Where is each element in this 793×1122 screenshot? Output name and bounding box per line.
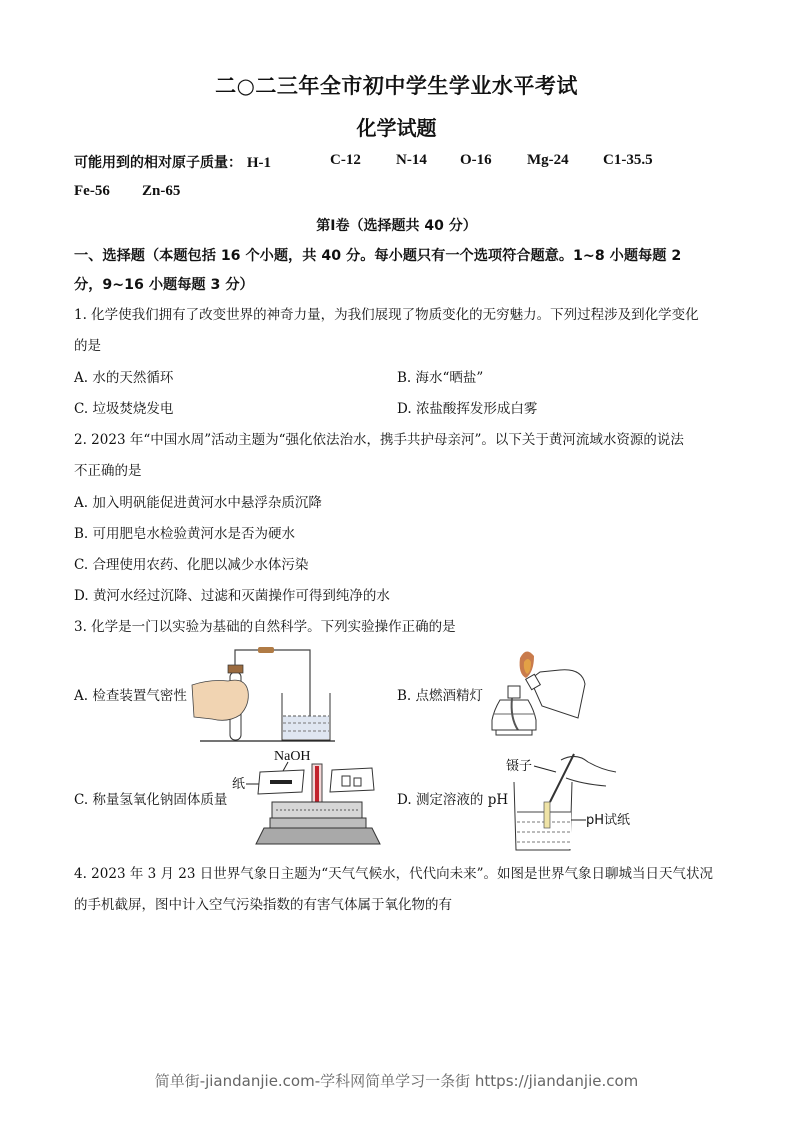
exam-title: 二○二三年全市初中学生学业水平考试 [215, 74, 578, 98]
question-2-stem-line2: 不正确的是 [74, 463, 142, 479]
atomic-masses-line1 [74, 152, 271, 172]
atomic-masses-label: 可能用到的相对原子质量： [74, 155, 242, 171]
mass-zn: Zn-65 [142, 183, 181, 199]
question-3-option-a: A. 检查装置气密性 [74, 688, 187, 704]
question-2-option-c: C. 合理使用农药、化肥以减少水体污染 [74, 557, 309, 573]
question-1-option-d: D. 浓盐酸挥发形成白雾 [397, 401, 538, 417]
question-1-option-c: C. 垃圾焚烧发电 [74, 401, 174, 417]
mass-cl: C1-35.5 [603, 152, 653, 168]
question-2-option-d: D. 黄河水经过沉降、过滤和灭菌操作可得到纯净的水 [74, 588, 390, 604]
question-2-option-a: A. 加入明矾能促进黄河水中悬浮杂质沉降 [74, 495, 322, 511]
question-1-option-a: A. 水的天然循环 [74, 370, 174, 386]
exam-subtitle: 化学试题 [356, 116, 437, 140]
question-4-stem-line1: 4. 2023 年 3 月 23 日世界气象日主题为“天气气候水，代代向未来”。如图是世界气象日聊城当日天气状况 [74, 866, 714, 882]
naoh-label: NaOH [274, 749, 311, 764]
mass-n: N-14 [396, 152, 427, 168]
figure-ph-test [506, 750, 646, 855]
mass-c: C-12 [330, 152, 361, 168]
footer-watermark: 简单街-jiandanjie.com-学科网简单学习一条街 https://jiandanjie.com [154, 1072, 639, 1090]
ph-paper-label: pH试纸 [586, 813, 631, 828]
mass-fe: Fe-56 [74, 183, 110, 199]
question-3-option-d: D. 测定溶液的 pH [397, 792, 509, 808]
tweezers-label: 镊子 [506, 759, 533, 774]
question-1-stem-line2: 的是 [74, 338, 101, 354]
mass-h: H-1 [246, 155, 272, 171]
mass-mg: Mg-24 [527, 152, 569, 168]
question-3-stem: 3. 化学是一门以实验为基础的自然科学。下列实验操作正确的是 [74, 619, 456, 635]
question-1-option-b: B. 海水“晒盐” [397, 370, 484, 386]
question-1-stem-line1: 1. 化学使我们拥有了改变世界的神奇力量，为我们展现了物质变化的无穷魅力。下列过程涉及到化学变化 [74, 307, 699, 323]
question-3-option-c: C. 称量氢氧化钠固体质量 [74, 792, 228, 808]
section-instructions-line1: 一、选择题（本题包括 16 个小题，共 40 分。每小题只有一个选项符合题意。1~8 小题每题 2 [74, 248, 682, 264]
question-2-option-b: B. 可用肥皂水检验黄河水是否为硬水 [74, 526, 296, 542]
section-instructions-line2: 分，9~16 小题每题 3 分） [74, 277, 254, 293]
question-3-option-b: B. 点燃酒精灯 [397, 688, 484, 704]
question-4-stem-line2: 的手机截屏，图中计入空气污染指数的有害气体属于氧化物的有 [74, 897, 452, 913]
figure-airtightness-check [190, 645, 340, 745]
question-2-stem-line1: 2. 2023 年“中国水周”活动主题为“强化依法治水，携手共护母亲河”。以下关于黄河流域水资源的说法 [74, 432, 684, 448]
volume-title: 第I卷（选择题共 40 分） [316, 218, 477, 234]
mass-o: O-16 [460, 152, 492, 168]
figure-alcohol-lamp [490, 648, 590, 743]
paper-label: 纸 [232, 777, 246, 792]
figure-balance [232, 748, 382, 848]
